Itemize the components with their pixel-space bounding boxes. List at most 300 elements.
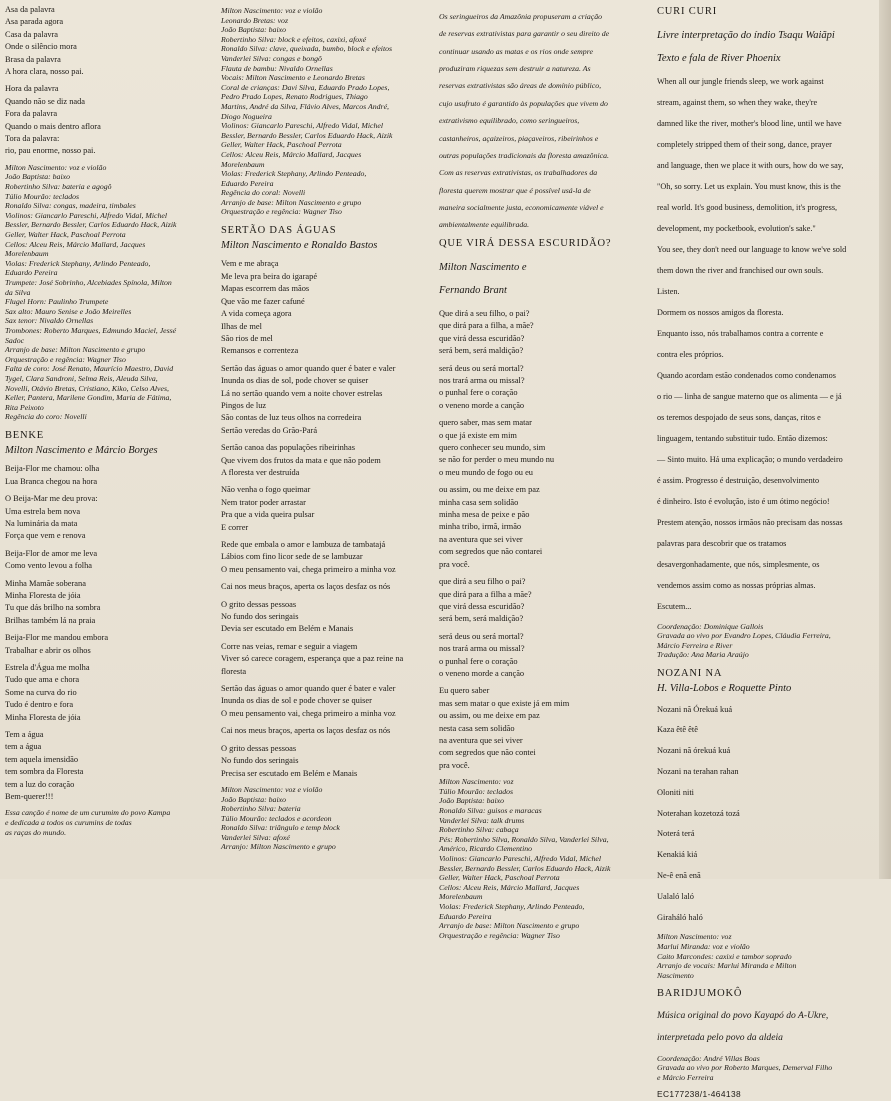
credit-line: Morelenbaum	[221, 159, 265, 169]
lyric-line: o punhal fere o coração	[439, 388, 518, 398]
prose-line: é assim. Progresso é destruição, desenvolvimento	[657, 475, 820, 485]
lyric-line: No fundo dos seringais	[221, 612, 299, 622]
lyric-line: Me leva pra beira do igarapé	[221, 271, 318, 281]
lyric-line: tem a água	[5, 742, 42, 752]
credit-line: Pés: Robertinho Silva, Ronaldo Silva, Vanderlei Silva,	[439, 834, 609, 844]
credit-line: Américo, Ricardo Clementino	[439, 844, 533, 854]
credit-line: Morelenbaum	[439, 892, 483, 902]
prose-line: os teremos despojado de seus sons, danças, ritos e	[657, 412, 821, 422]
stanza	[221, 363, 427, 437]
lyric-line: pra você.	[439, 760, 470, 770]
column-1	[5, 4, 212, 843]
prose-line: damned like the river, mother's blood line, until we have	[657, 118, 842, 128]
lyric-line: Eu quero saber	[439, 686, 490, 696]
credit-line: Bessler, Bernardo Bessler, Carlos Eduardo Hack, Aizik	[439, 863, 611, 873]
lyric-line: Tu que dás brilho na sombra	[5, 603, 101, 613]
lyric-line: será deus ou será mortal?	[439, 631, 524, 641]
lyric-line: Nozani nã Órekuá kuá	[657, 704, 733, 714]
stanza	[5, 548, 212, 573]
credit-line: Arranjo de base: Milton Nascimento e grupo	[5, 345, 146, 355]
lyric-line: Asa parada agora	[5, 17, 64, 27]
lyric-line: Some na curva do rio	[5, 687, 77, 697]
credit-line: Trombones: Roberto Marques, Edmundo Maciel, Jessé	[5, 325, 177, 335]
credit-line: Nascimento	[657, 970, 694, 980]
stanza	[439, 417, 645, 479]
credit-line: Cellos: Alceu Reis, Márcio Mallard, Jacques	[221, 149, 362, 159]
lyric-line: Casa da palavra	[5, 29, 59, 39]
lyric-line: Kaza êtê êtê	[657, 725, 698, 735]
credit-line: Milton Nascimento: voz e violão	[5, 162, 107, 172]
credit-line: Vanderlei Silva: afoxé	[221, 832, 290, 842]
stanza	[221, 484, 427, 534]
credit-line: Arranjo de base: Milton Nascimento e grupo	[439, 921, 580, 931]
credit-line: Pedro Prado Lopes, Renato Rodrigues, Thiago	[221, 92, 368, 102]
lyric-line: Nem trator poder arrastar	[221, 497, 306, 507]
credit-line: Violinos: Giancarlo Pareschi, Alfredo Vidal, Michel	[439, 853, 602, 863]
credit-line: da Silva	[5, 287, 31, 297]
lyric-line: Giraháló haló	[657, 912, 703, 922]
lyric-line: na aventura que sei viver	[439, 735, 523, 745]
portuguese-text	[657, 307, 877, 614]
lyric-line: tem aquela imensidão	[5, 754, 79, 764]
intro-line: Os seringueiros da Amazônia propuseram a criação	[439, 11, 603, 21]
credit-line: Keller, Pantera, Marilene Gondim, Maria de Fátima,	[5, 393, 172, 403]
intro-line: extrativismo equilibrado, como seringueiros,	[439, 116, 580, 126]
credit-line: Leonardo Bretas: voz	[221, 15, 288, 25]
catalog-number: EC177238/1-464138	[657, 1089, 742, 1100]
intro-line: continuar usando as matas e os rios onde sempre	[439, 46, 593, 56]
credit-line: João Baptista: baixo	[221, 25, 286, 35]
sleeve-edge	[879, 0, 891, 879]
credit-line: Túlio Mourão: teclados	[5, 191, 80, 201]
credit-line: Gravada ao vivo por Evandro Lopes, Cláudia Ferreira,	[657, 631, 831, 641]
english-text	[657, 76, 877, 299]
lyric-line: Tora da palavra:	[5, 134, 60, 144]
stanza	[5, 632, 212, 657]
stanza	[221, 442, 427, 479]
song-authors-sertao: Milton Nascimento e Ronaldo Bastos	[221, 240, 378, 252]
prose-line: You see, they don't need our language to know we've sold	[657, 244, 847, 254]
credit-line: Coordenação: Dominique Gallois	[657, 621, 764, 631]
lyric-line: Pra que a vida queira pulsar	[221, 510, 315, 520]
credit-line: Tygel, Clara Sandroni, Selma Reis, Aleuda Silva,	[5, 373, 158, 383]
lyric-line: São contas de luz teus olhos na corredeira	[221, 413, 362, 423]
lyric-line: quero conhecer seu mundo, sim	[439, 443, 546, 453]
prose-line: "Oh, so sorry. Let us explain. You must know, this is the	[657, 181, 841, 191]
credit-line: e Márcio Ferreira	[657, 1072, 714, 1082]
lyric-line: nos trará arma ou missal?	[439, 376, 525, 386]
lyric-line: se não for perder o meu mundo nu	[439, 455, 555, 465]
song-title-curi: CURI CURI	[657, 6, 717, 17]
lyric-line: Tudo que ama e chora	[5, 675, 80, 685]
credit-line: Ronaldo Silva: triângulo e temp block	[221, 823, 340, 833]
prose-line: desavergonhadamente, que nós, simplesmente, os	[657, 559, 820, 569]
lyric-line: o veneno morde a canção	[439, 400, 525, 410]
lyric-line: Corre nas veias, remar e seguir a viagem	[221, 641, 358, 651]
lyric-line: São rios de mel	[221, 333, 273, 343]
credit-line: Tradução: Ana Maria Araújo	[657, 650, 749, 660]
credit-line: Vanderlei Silva: congas e bongô	[221, 53, 322, 63]
stanza	[5, 578, 212, 628]
credit-line: Arranjo de vocais: Marlui Miranda e Milton	[657, 961, 797, 971]
intro-line: ambientalmente equilibrada.	[439, 220, 530, 230]
intro-line: maneira socialmente justa, economicamente viável e	[439, 203, 604, 213]
lyric-line: A hora clara, nosso pai.	[5, 67, 84, 77]
credit-line: Márcio Ferreira e River	[657, 640, 733, 650]
lyric-line: ou assim, ou me deixe em paz	[439, 711, 540, 721]
stanza	[5, 83, 212, 157]
stanza	[5, 662, 212, 724]
lyric-line: rio, pau enorme, nosso pai.	[5, 146, 96, 156]
credit-line: Sadoc	[5, 335, 25, 345]
lyric-line: quero saber, mas sem matar	[439, 418, 532, 428]
lyric-line: Onde o silêncio mora	[5, 42, 77, 52]
lyric-line: Beija-Flor me mandou embora	[5, 633, 109, 643]
credit-line: Robertinho Silva: bateria e agogô	[5, 182, 112, 192]
lyric-line: O grito dessas pessoas	[221, 599, 297, 609]
lyric-line: Viver só carece coragem, esperança que a paz reine na	[221, 654, 404, 664]
credit-line: Sax tenor: Nivaldo Ornellas	[5, 316, 94, 326]
author-line: interpretada pelo povo da aldeia	[657, 1032, 783, 1043]
credit-line: Ronaldo Silva: clave, queixada, bumbo, block e efeitos	[221, 44, 393, 54]
credit-line: Falta de coro: José Renato, Maurício Maestro, David	[5, 364, 174, 374]
lyric-line: Como vento levou a folha	[5, 561, 92, 571]
prose-line: and language, then we place it with ours, how do we say,	[657, 160, 844, 170]
verse-block	[657, 704, 877, 924]
prose-line: stream, against them, so when they wake, they're	[657, 97, 818, 107]
intro-line: cujo usufruto é garantido às populações que vivem do	[439, 98, 608, 108]
lyric-line: Rede que embala o amor e lambuza de tambatajá	[221, 540, 386, 549]
credit-line: João Baptista: baixo	[221, 794, 286, 804]
credit-line: Orquestração e regência: Wagner Tiso	[439, 930, 560, 940]
lyric-line: Hora da palavra	[5, 84, 59, 94]
lyric-line: Quando não se diz nada	[5, 96, 86, 106]
prose-line: Escutem...	[657, 601, 692, 611]
credit-line: Marlui Miranda: voz e violão	[657, 942, 750, 952]
prose-line: Dormem os nossos amigos da floresta.	[657, 307, 784, 317]
lyric-line: Lábios com fino licor sede de se lambuzar	[221, 552, 363, 562]
lyric-line: Uma estrela bem nova	[5, 506, 81, 516]
lyric-line: Inunda os dias de sol e pode chover se quiser	[221, 696, 372, 706]
credit-line: Eduardo Pereira	[221, 178, 274, 188]
credit-line: Flugel Horn: Paulinho Trumpete	[5, 297, 109, 307]
stanza	[439, 576, 645, 626]
lyric-line: Devia ser escutado em Belém e Manais	[221, 624, 354, 634]
stanza	[439, 363, 645, 413]
lyric-line: Não venha o fogo queimar	[221, 485, 311, 495]
lyric-line: Brilhas também lá na praia	[5, 615, 96, 625]
stanza	[439, 631, 645, 681]
credit-line: Bessler, Bernardo Bessler, Carlos Eduardo Hack, Aizik	[5, 220, 177, 230]
stanza	[5, 729, 212, 803]
lyric-line: Sertão canoa das populações ribeirinhas	[221, 443, 355, 453]
credit-line: Vocais: Milton Nascimento e Leonardo Bretas	[221, 73, 365, 83]
lyric-line: que virá dessa escuridão?	[439, 601, 525, 611]
credit-line: Novelli, Otávio Bretas, Cristiano, Kiko, Celso Alves,	[5, 383, 169, 393]
lyric-line: minha tribo, irmã, irmão	[439, 522, 522, 532]
stanza	[221, 725, 427, 737]
song-title-sertao: SERTÃO DAS ÁGUAS	[221, 225, 337, 237]
lyric-line: Trabalhar e abrir os olhos	[5, 645, 91, 655]
lyric-line: o meu mundo de fogo ou eu	[439, 467, 533, 477]
song-title-benke: BENKE	[5, 429, 44, 441]
stanza	[221, 743, 427, 780]
lyric-line: Vem e me abraça	[221, 259, 279, 269]
stanza	[5, 4, 212, 78]
lyric-line: A vida começa agora	[221, 309, 292, 319]
credit-line: Robertinho Silva: cabaça	[439, 825, 519, 835]
credit-line: Milton Nascimento: voz	[439, 777, 514, 787]
prose-line: — Sinto muito. Há uma explicação; o mundo verdadeiro	[657, 454, 843, 464]
credit-line: Bessler, Bernardo Bessler, Carlos Eduardo Hack, Aizik	[221, 130, 393, 140]
lyric-line: Minha Mamãe soberana	[5, 578, 86, 588]
stanza	[5, 463, 212, 488]
song-authors-escuridao	[439, 261, 645, 298]
credit-line: Rita Peixoto	[5, 402, 44, 412]
stanza	[221, 581, 427, 593]
credit-line: João Baptista: baixo	[5, 172, 70, 182]
lyric-line: Bem-querer!!!	[5, 792, 54, 802]
prose-line: contra eles próprios.	[657, 349, 724, 359]
lyric-line: Cai nos meus braços, aperta os laços desfaz os nós	[221, 726, 391, 736]
note-line: Essa canção é nome de um curumim do povo Kampa	[5, 808, 171, 818]
credits-block	[439, 777, 645, 940]
lyric-line: Força que vem e renova	[5, 531, 86, 541]
stanza	[221, 539, 427, 576]
credit-line: Coordenação: André Villas Boas	[657, 1053, 760, 1063]
credit-line: Orquestração e regência: Wagner Tiso	[5, 354, 126, 364]
lyric-line: Fora da palavra	[5, 109, 58, 119]
lyric-line: Cai nos meus braços, aperta os laços desfaz os nós	[221, 582, 391, 592]
credits-block	[221, 785, 427, 852]
column-4	[657, 4, 877, 1101]
prose-line: When all our jungle friends sleep, we work against	[657, 76, 824, 86]
stanza	[439, 484, 645, 571]
prose-line: Listen.	[657, 286, 680, 296]
prose-line: o rio — linha de sangue materno que os alimenta — e já	[657, 391, 842, 401]
stanza	[439, 308, 645, 358]
lyric-line: será deus ou será mortal?	[439, 363, 524, 373]
credit-line: Geller, Walter Hack, Paschoal Perrota	[439, 873, 560, 883]
lyric-line: minha mesa de peixe e pão	[439, 510, 530, 520]
credit-line: Vanderlei Silva: talk drums	[439, 815, 525, 825]
author-line: Texto e fala de River Phoenix	[657, 53, 781, 65]
intro-line: floresta querem mostrar que é possível usá-la de	[439, 185, 591, 195]
lyric-line: Que vão me fazer cafuné	[221, 296, 305, 306]
note-line: e dedicada a todos os curumins de todas	[5, 818, 132, 828]
song-authors-curi	[657, 29, 877, 66]
credit-line: Regência do coro: Novelli	[5, 412, 87, 422]
credit-line: Martins, André da Silva, Flávio Alves, Marcos André,	[221, 101, 389, 111]
credit-line: Geller, Walter Hack, Paschoal Perrota	[5, 230, 126, 240]
lyric-line: será bem, será maldição?	[439, 614, 524, 624]
column-3	[439, 4, 645, 946]
credit-line: Milton Nascimento: voz e violão	[221, 784, 323, 794]
lyric-line: que virá dessa escuridão?	[439, 333, 525, 343]
intro-line: castanheiros, açaizeiros, piaçaveiros, ribeirinhos e	[439, 133, 599, 143]
credit-line: Regência do coral: Novelli	[221, 188, 306, 198]
credit-line: Milton Nascimento: voz	[657, 932, 732, 942]
prose-line: Prestem atenção, nossos irmãos não precisam das nossas	[657, 517, 843, 527]
lyric-line: Kenakiá kiá	[657, 850, 698, 860]
lyric-line: Pingos de luz	[221, 400, 267, 410]
credit-line: Violinos: Giancarlo Pareschi, Alfredo Vidal, Michel	[5, 210, 168, 220]
credit-line: Cellos: Alceu Reis, Márcio Mallard, Jacques	[439, 882, 580, 892]
stanza	[221, 683, 427, 720]
lyric-line: No fundo dos seringais	[221, 756, 299, 766]
intro-paragraph	[439, 12, 645, 230]
lyric-line: Nozani nã órekuá kuá	[657, 746, 731, 756]
credit-line: Milton Nascimento: voz e violão	[221, 6, 323, 15]
credit-line: Túlio Mourão: teclados e acordeon	[221, 813, 332, 823]
lyric-line: Minha Floresta de jóia	[5, 712, 81, 722]
prose-line: real world. It's good business, demolition, it's progress,	[657, 202, 838, 212]
credits-block	[221, 6, 427, 217]
credit-line: Violas: Frederick Stephany, Arlindo Penteado,	[221, 169, 367, 179]
credit-line: Violinos: Giancarlo Pareschi, Alfredo Vidal, Michel	[221, 121, 384, 131]
intro-line: de reservas extrativistas para garantir o seu direito de	[439, 29, 610, 39]
lyric-line: Sertão das águas o amor quando quer é bater e valer	[221, 363, 396, 373]
lyric-line: Brasa da palavra	[5, 54, 61, 64]
credit-line: Ronaldo Silva: guisos e maracas	[439, 805, 542, 815]
author-line: Música original do povo Kayapó do A-Ukre,	[657, 1010, 829, 1022]
stanza	[221, 599, 427, 636]
stanza	[5, 493, 212, 543]
credits-block	[5, 163, 212, 422]
lyric-line: será bem, será maldição?	[439, 346, 524, 356]
prose-line: completely stripped them of their song, dance, prayer	[657, 139, 832, 149]
lyric-line: O grito dessas pessoas	[221, 743, 297, 753]
credit-line: Coral de crianças: Davi Silva, Eduardo Prado Lopes,	[221, 82, 390, 92]
song-authors-benke: Milton Nascimento e Márcio Borges	[5, 445, 158, 457]
lyric-line: Ualaló laló	[657, 891, 694, 901]
song-authors-nozani: H. Villa-Lobos e Roquette Pinto	[657, 683, 792, 695]
lyric-line: nos trará arma ou missal?	[439, 644, 525, 654]
intro-line: outras populações tradicionais da floresta amazônica.	[439, 150, 609, 160]
lyric-line: Quando o mais dentro aflora	[5, 121, 101, 131]
intro-line: reservas extrativistas são áreas de domínio público,	[439, 81, 602, 91]
lyric-line: O meu pensamento vai, chega primeiro a minha voz	[221, 708, 396, 718]
credit-line: Violas: Frederick Stephany, Arlindo Penteado,	[5, 258, 151, 268]
credit-line: Robertinho Silva: bateria	[221, 804, 301, 814]
lyric-line: Ne-ê enã enã	[657, 871, 701, 881]
credit-line: Eduardo Pereira	[439, 911, 492, 921]
lyric-line: Que vivem dos frutos da mata e que não podem	[221, 455, 381, 465]
credit-line: Robertinho Silva: block e efeitos, caxixi, afoxé	[221, 34, 367, 44]
lyric-line: o que já existe em mim	[439, 430, 517, 440]
lyric-line: Sertão das águas o amor quando quer é bater e valer	[221, 684, 396, 694]
verse-block	[221, 258, 427, 779]
lyric-line: o veneno morde a canção	[439, 668, 525, 678]
lyric-line: Estrela d'Água me molha	[5, 663, 90, 672]
prose-line: é dinheiro. Isto é evolução, isto é um ótimo negócio!	[657, 496, 830, 506]
lyric-line: E correr	[221, 522, 249, 532]
song-title-escuridao: QUE VIRÁ DESSA ESCURIDÃO?	[439, 238, 612, 250]
lyric-line: Oloniti niti	[657, 787, 694, 797]
lyric-line: Beija-Flor me chamou: olha	[5, 464, 100, 474]
lyric-line: Asa da palavra	[5, 5, 55, 14]
author-line: Milton Nascimento e	[439, 261, 527, 273]
lyric-line: Beija-Flor de amor me leva	[5, 548, 98, 558]
author-line: Livre interpretação do índio Tsaqu Waiãpi	[657, 29, 835, 41]
intro-line: produziram riquezas sem destruir a natureza. As	[439, 63, 591, 73]
lyric-line: Nozani na terahan rahan	[657, 767, 739, 777]
lyric-line: Na luminária da mata	[5, 518, 78, 528]
song-title-nozani: NOZANI NA	[657, 667, 723, 679]
credit-line: Eduardo Pereira	[5, 268, 58, 278]
lyric-line: O meu pensamento vai, chega primeiro a minha voz	[221, 564, 396, 574]
lyric-line: na aventura que sei viver	[439, 534, 523, 544]
lyric-line: o punhal fere o coração	[439, 656, 518, 666]
column-2	[221, 4, 427, 858]
prose-line: them down the river and franchised our own souls.	[657, 265, 824, 275]
lyric-line: Minha Floresta de jóia	[5, 590, 81, 600]
credit-line: Diogo Nogueira	[221, 111, 272, 121]
lyric-line: tem a luz do coração	[5, 779, 75, 789]
credit-line: Caito Marcondes: caxixi e tambor soprado	[657, 951, 792, 961]
lyric-line: Remansos e correnteza	[221, 346, 299, 356]
stanza	[221, 258, 427, 357]
credit-line: Sax alto: Mauro Senise e João Meirelles	[5, 306, 132, 316]
lyric-line: pra você.	[439, 559, 470, 569]
lyric-line: Noterá terá	[657, 829, 695, 839]
stanza	[221, 641, 427, 678]
credits-block	[657, 1054, 877, 1083]
credit-line: Túlio Mourão: teclados	[439, 786, 514, 796]
lyric-line: Inunda os dias de sol, pode chover se quiser	[221, 376, 369, 386]
lyric-line: Noterahan kozetozá tozá	[657, 808, 740, 818]
credit-line: Arranjo: Milton Nascimento e grupo	[221, 842, 336, 852]
lyric-line: Tem a água	[5, 730, 44, 740]
lyric-line: Sertão veredas do Grão-Pará	[221, 425, 318, 435]
credit-line: Ronaldo Silva: congas, madeira, timbales	[5, 201, 136, 211]
prose-line: Quando acordam estão condenados como condenamos	[657, 370, 836, 380]
credit-line: Violas: Frederick Stephany, Arlindo Penteado,	[439, 901, 585, 911]
lyric-line: floresta	[221, 666, 247, 676]
lyric-line: O Beija-Mar me deu prova:	[5, 494, 98, 504]
credits-block	[657, 932, 877, 980]
lyric-line: Mapas escorrem das mãos	[221, 284, 310, 294]
prose-line: palavras para descobrir que os tratamos	[657, 538, 787, 548]
lyric-line: nesta casa sem solidão	[439, 723, 515, 733]
lyric-line: que dirá para a filha a mãe?	[439, 589, 532, 599]
intro-line: Com as reservas extrativistas, os trabalhadores da	[439, 168, 598, 178]
lyric-line: que dirá a seu filho o pai?	[439, 577, 526, 587]
lyric-line: Lá no sertão quando vem a noite chover estrelas	[221, 388, 383, 398]
lyric-line: Lua Branca chegou na hora	[5, 476, 98, 486]
lyric-line: ou assim, ou me deixe em paz	[439, 485, 540, 495]
credit-line: João Baptista: baixo	[439, 796, 504, 806]
credit-line: Arranjo de base: Milton Nascimento e grupo	[221, 197, 362, 207]
lyric-line: Precisa ser escutado em Belém e Manais	[221, 768, 358, 778]
lyric-line: minha casa sem solidão	[439, 497, 519, 507]
prose-line: development, my pocketbook, evolution's sake."	[657, 223, 816, 233]
lyric-line: com segredos que não contarei	[439, 547, 543, 557]
verse-block	[5, 463, 212, 803]
credit-line: Orquestração e regência: Wagner Tiso	[221, 207, 342, 217]
credits-block	[657, 622, 877, 660]
prose-line: Enquanto isso, nós trabalhamos contra a corrente e	[657, 328, 824, 338]
lyric-line: com segredos que não contei	[439, 748, 536, 758]
prose-line: vendemos assim como as nossas próprias almas.	[657, 580, 816, 590]
note-line: as raças do mundo.	[5, 827, 67, 837]
credit-line: Flauta de bambu: Nivaldo Ornellas	[221, 63, 333, 73]
credit-line: Morelenbaum	[5, 249, 49, 259]
verse-block	[439, 308, 645, 772]
lyric-line: tem sombra da Floresta	[5, 767, 84, 777]
credit-line: Gravada ao vivo por Roberto Marques, Demerval Filho	[657, 1063, 833, 1073]
song-title-baridjumoko: BARIDJUMOKÔ	[657, 988, 743, 1000]
